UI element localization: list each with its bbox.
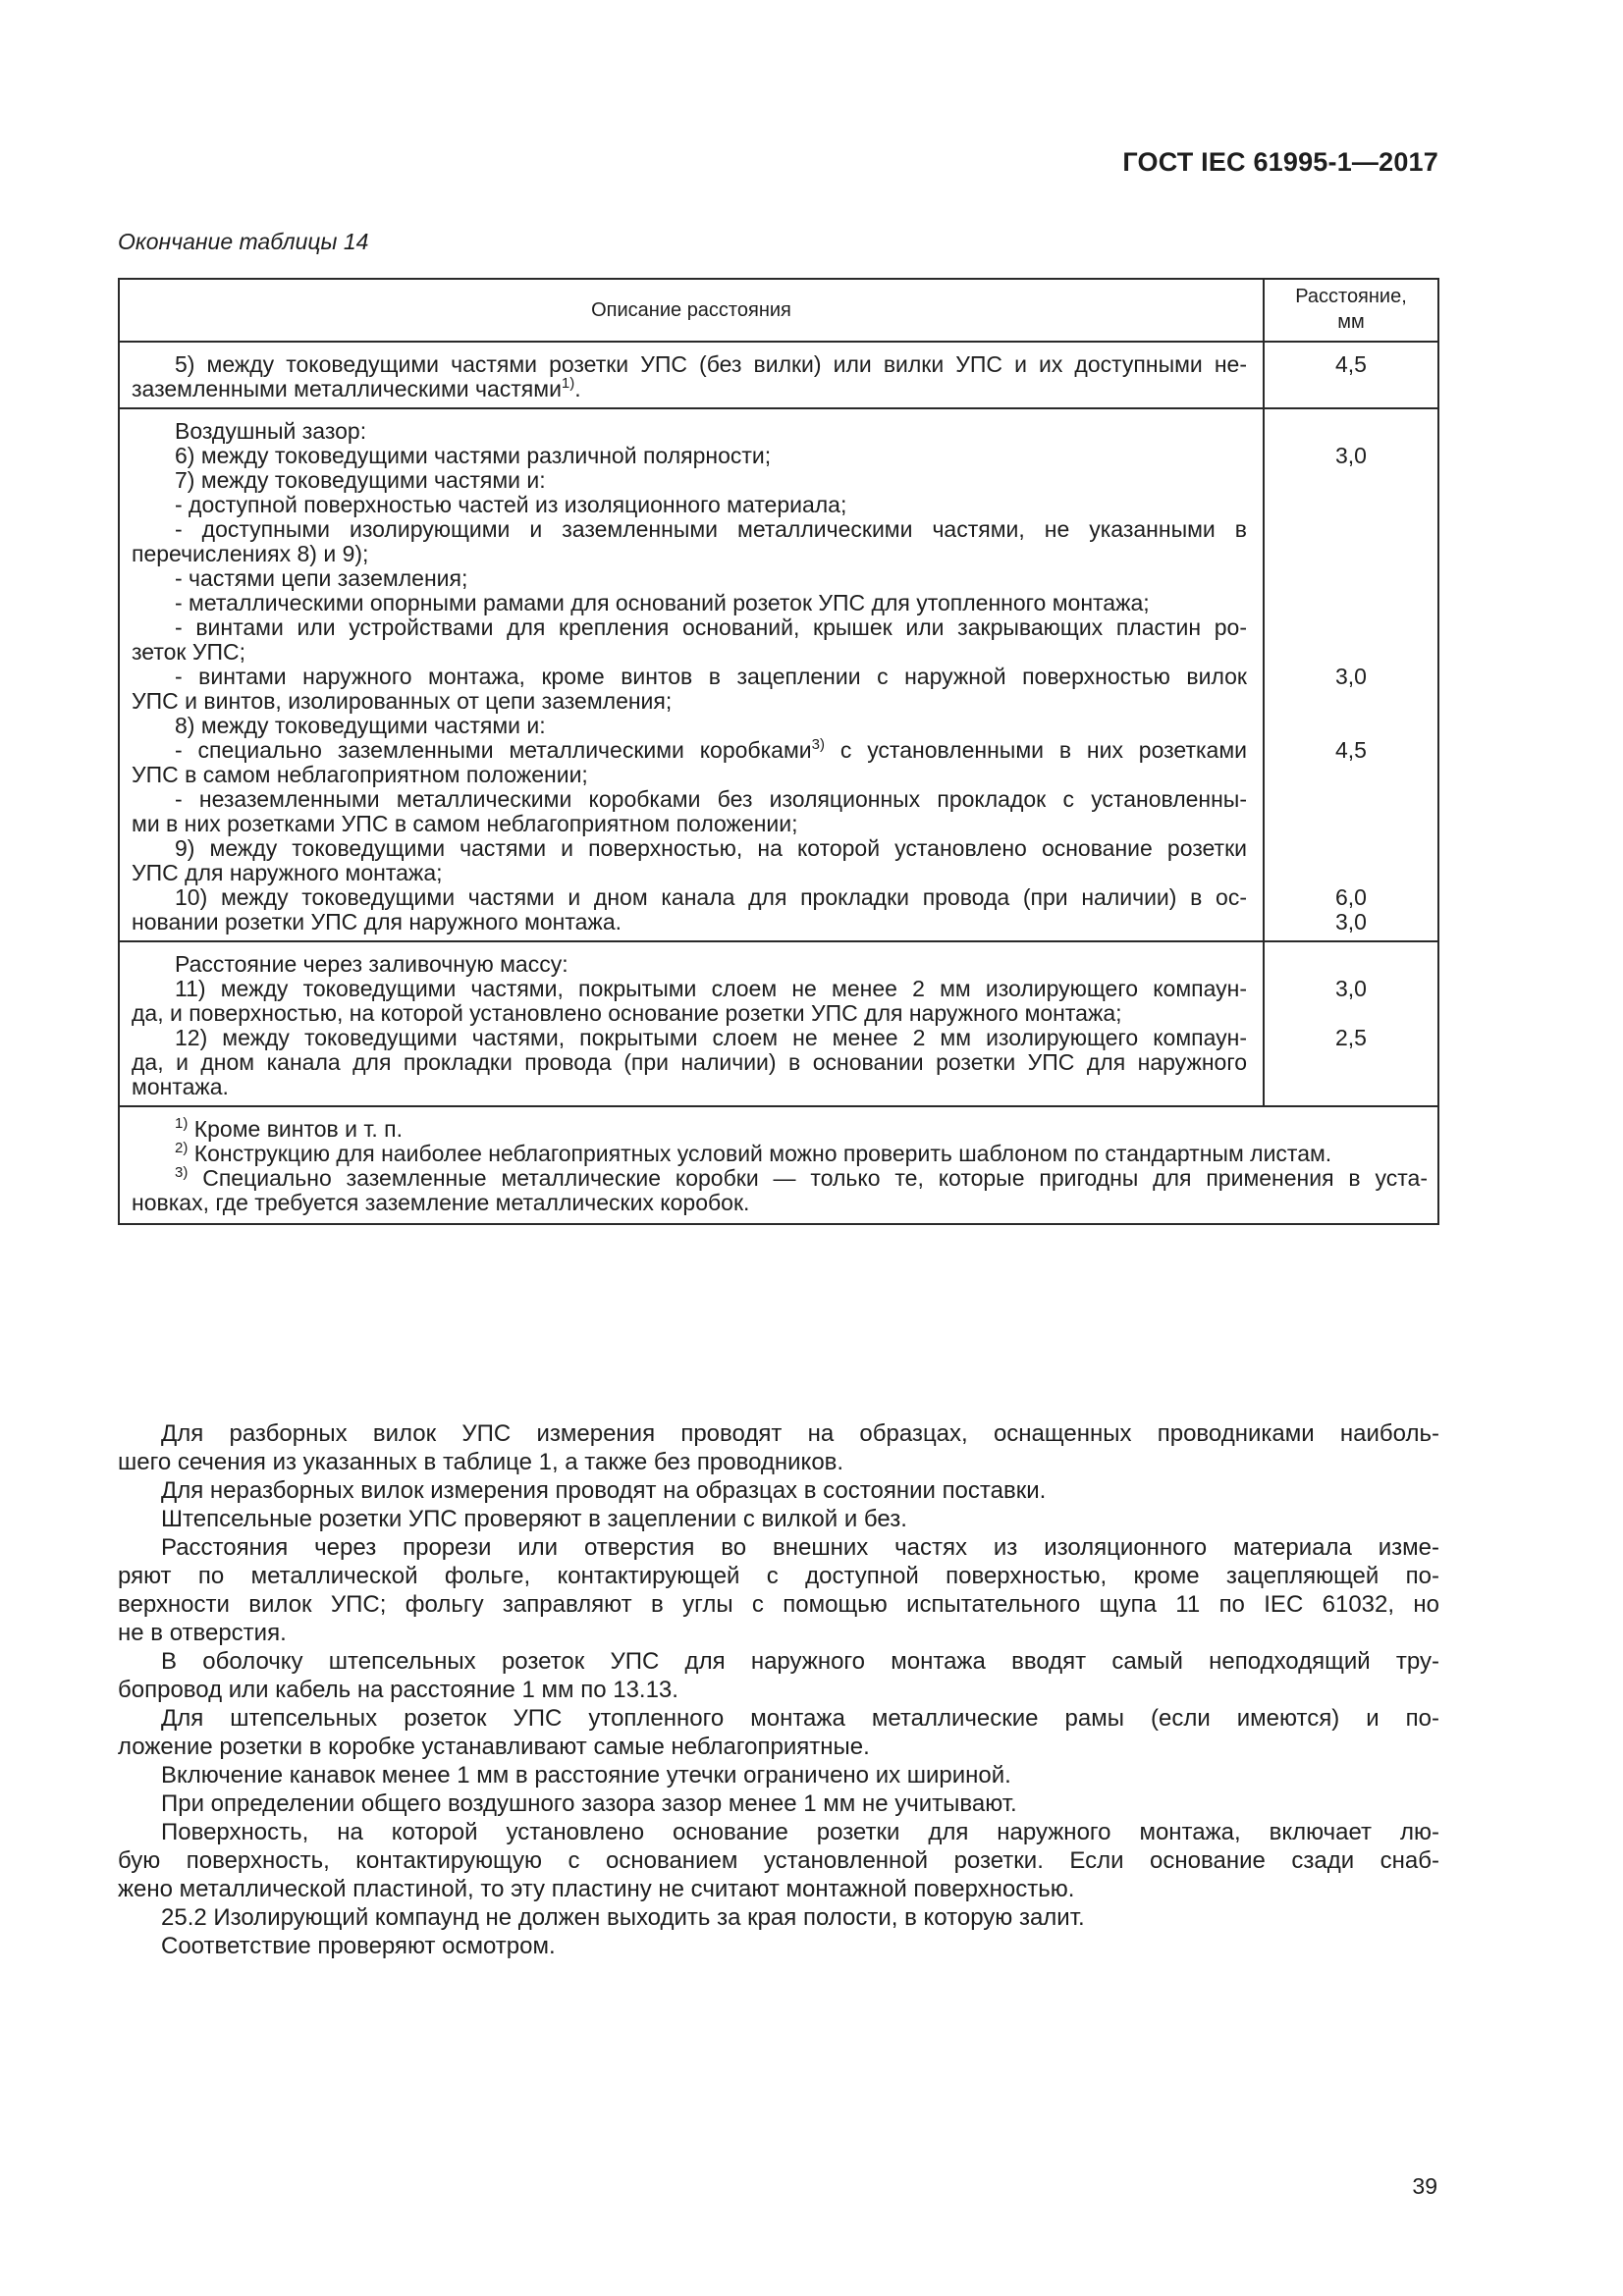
paragraph-line: Расстояния через прорези или отверстия во внешних частях из изоляционного материала изме-	[161, 1534, 1439, 1561]
table-row	[119, 342, 1438, 408]
footnote-text: новках, где требуется заземление металлических коробок.	[132, 1191, 750, 1215]
distance-value-spacer	[1265, 591, 1437, 615]
distance-value: 6,0	[1335, 885, 1367, 910]
table-14	[118, 278, 1439, 1225]
desc-line: ми в них розетками УПС в самом неблагоприятном положении;	[132, 812, 798, 836]
distance-value-spacer	[1265, 493, 1437, 517]
desc-line: Расстояние через заливочную массу:	[175, 952, 568, 977]
desc-text: заземленными металлическими частями	[132, 377, 562, 401]
paragraph-line: ложение розетки в коробке устанавливают самые неблагоприятные.	[118, 1734, 870, 1760]
distance-value: 3,0	[1335, 977, 1367, 1001]
paragraph-line: 25.2 Изолирующий компаунд не должен выходить за края полости, в которую залит.	[161, 1904, 1085, 1931]
distance-value-spacer	[1265, 566, 1437, 591]
desc-line: 9) между токоведущими частями и поверхностью, на которой установлено основание розетки	[175, 836, 1247, 861]
desc-line: - доступными изолирующими и заземленными металлическими частями, не указанными в	[175, 517, 1247, 542]
footnote-text: Специально заземленные металлические коробки — только те, которые пригодны для применения в уста-	[188, 1166, 1428, 1191]
row-values	[1264, 941, 1438, 1106]
distance-value-spacer	[1265, 836, 1437, 861]
desc-line: да, и поверхностью, на которой установлено основание розетки УПС для наружного монтажа;	[132, 1001, 1122, 1026]
document-code: ГОСТ IEC 61995-1—2017	[1122, 147, 1438, 177]
distance-value-spacer	[1265, 419, 1437, 444]
desc-line	[132, 738, 1247, 763]
paragraph-line: При определении общего воздушного зазора зазор менее 1 мм не учитывают.	[161, 1790, 1017, 1817]
desc-line: - винтами наружного монтажа, кроме винтов в зацеплении с наружной поверхностью вилок	[175, 665, 1247, 689]
table-row	[119, 941, 1438, 1106]
desc-line: УПС для наружного монтажа;	[132, 861, 443, 885]
distance-value: 3,0	[1335, 444, 1367, 468]
distance-value-spacer	[1265, 517, 1437, 542]
row-description	[119, 342, 1264, 408]
desc-line: - винтами или устройствами для крепления оснований, крышек или закрывающих пластин ро-	[175, 615, 1247, 640]
desc-line: - доступной поверхностью частей из изоляционного материала;	[175, 493, 847, 517]
table-footnotes-row	[119, 1106, 1438, 1224]
desc-text: с установленными в них розетками	[824, 738, 1247, 763]
desc-text: .	[574, 377, 581, 401]
header-distance-line1: Расстояние,	[1295, 286, 1407, 307]
distance-value-spacer	[1265, 952, 1437, 977]
desc-line: Воздушный зазор:	[175, 419, 367, 444]
desc-line	[132, 377, 1247, 401]
row-description	[119, 941, 1264, 1106]
distance-value: 4,5	[1335, 352, 1367, 377]
paragraph-line: Включение канавок менее 1 мм в расстояние утечки ограничено их шириной.	[161, 1762, 1011, 1789]
paragraph-line: не в отверстия.	[118, 1620, 287, 1646]
distance-value-spacer	[1265, 689, 1437, 714]
footnote-mark: 2)	[175, 1142, 189, 1156]
paragraph-line: верхности вилок УПС; фольгу заправляют в углы с помощью испытательного щупа 11 по IEC 61032, но	[118, 1591, 1439, 1618]
paragraph-line: Соответствие проверяют осмотром.	[161, 1933, 556, 1959]
distance-value: 3,0	[1335, 665, 1367, 689]
table-row	[119, 408, 1438, 941]
distance-value-spacer	[1265, 861, 1437, 885]
desc-text: - специально заземленными металлическими коробками	[175, 738, 812, 763]
distance-value-spacer	[1265, 1001, 1437, 1026]
distance-value-spacer	[1265, 542, 1437, 566]
row-values	[1264, 408, 1438, 941]
paragraph-line: Для разборных вилок УПС измерения проводят на образцах, оснащенных проводниками наиболь-	[161, 1420, 1439, 1447]
body-text	[118, 1419, 1439, 1960]
desc-line: УПС в самом неблагоприятном положении;	[132, 763, 588, 787]
footnote-text: Конструкцию для наиболее неблагоприятных условий можно проверить шаблоном по стандартным листам.	[188, 1142, 1332, 1166]
desc-line: да, и дном канала для прокладки провода (при наличии) в основании розетки УПС для наружного	[132, 1050, 1247, 1075]
paragraph-line: Для штепсельных розеток УПС утопленного монтажа металлические рамы (если имеются) и по-	[161, 1705, 1439, 1732]
table-caption: Окончание таблицы 14	[118, 229, 369, 254]
header-distance-unit: мм	[1337, 311, 1365, 333]
header-distance	[1264, 279, 1438, 342]
paragraph-line: бопровод или кабель на расстояние 1 мм по 13.13.	[118, 1677, 678, 1703]
desc-line: - металлическими опорными рамами для оснований розеток УПС для утопленного монтажа;	[175, 591, 1150, 615]
distance-value-spacer	[1265, 468, 1437, 493]
desc-line: монтажа.	[132, 1075, 229, 1099]
desc-line: 11) между токоведущими частями, покрытыми слоем не менее 2 мм изолирующего компаун-	[175, 977, 1247, 1001]
distance-value-spacer	[1265, 714, 1437, 738]
footnote	[132, 1166, 1428, 1191]
header-description: Описание расстояния	[119, 279, 1264, 342]
desc-line: - частями цепи заземления;	[175, 566, 468, 591]
page-number: 39	[1412, 2173, 1437, 2199]
paragraph-line: жено металлической пластиной, то эту пластину не считают монтажной поверхностью.	[118, 1876, 1075, 1902]
distance-value: 3,0	[1335, 910, 1367, 934]
desc-line: 7) между токоведущими частями и:	[175, 468, 546, 493]
distance-value-spacer	[1265, 787, 1437, 812]
row-description	[119, 408, 1264, 941]
row-values	[1264, 342, 1438, 408]
table-footnotes	[119, 1106, 1438, 1224]
desc-line: 10) между токоведущими частями и дном канала для прокладки провода (при наличии) в ос-	[175, 885, 1247, 910]
footnote	[132, 1191, 1428, 1215]
desc-line: зеток УПС;	[132, 640, 245, 665]
paragraph-line: шего сечения из указанных в таблице 1, а также без проводников.	[118, 1449, 844, 1475]
footnote	[132, 1142, 1428, 1166]
desc-line: УПС и винтов, изолированных от цепи заземления;	[132, 689, 673, 714]
distance-value: 4,5	[1335, 738, 1367, 763]
distance-value-spacer	[1265, 763, 1437, 787]
footnote-mark: 3)	[175, 1166, 189, 1181]
paragraph-line: Штепсельные розетки УПС проверяют в зацеплении с вилкой и без.	[161, 1506, 907, 1532]
footnote-text: Кроме винтов и т. п.	[188, 1117, 404, 1142]
footnote-mark: 1)	[175, 1117, 189, 1132]
distance-value: 2,5	[1335, 1026, 1367, 1050]
paragraph-line: бую поверхность, контактирующую с основанием установленной розетки. Если основание сзади снаб-	[118, 1847, 1439, 1874]
paragraph-line: Для неразборных вилок измерения проводят на образцах в состоянии поставки.	[161, 1477, 1047, 1504]
paragraph-line: В оболочку штепсельных розеток УПС для наружного монтажа вводят самый неподходящий тру-	[161, 1648, 1439, 1675]
desc-line: 5) между токоведущими частями розетки УПС (без вилки) или вилки УПС и их доступными не-	[175, 352, 1247, 377]
footnote-ref: 3)	[811, 738, 825, 753]
table-header-row	[119, 279, 1438, 342]
desc-line: перечислениях 8) и 9);	[132, 542, 369, 566]
desc-line: новании розетки УПС для наружного монтажа.	[132, 910, 622, 934]
distance-value-spacer	[1265, 615, 1437, 640]
paragraph-line: ряют по металлической фольге, контактирующей с доступной поверхностью, кроме зацепляющей по-	[118, 1563, 1439, 1589]
desc-line: 12) между токоведущими частями, покрытыми слоем не менее 2 мм изолирующего компаун-	[175, 1026, 1247, 1050]
footnote-ref: 1)	[561, 377, 575, 392]
desc-line: 6) между токоведущими частями различной полярности;	[175, 444, 772, 468]
distance-value-spacer	[1265, 640, 1437, 665]
desc-line: 8) между токоведущими частями и:	[175, 714, 546, 738]
desc-line: - незаземленными металлическими коробками без изоляционных прокладок с установленны-	[175, 787, 1247, 812]
footnote	[132, 1117, 1428, 1142]
distance-value-spacer	[1265, 812, 1437, 836]
paragraph-line: Поверхность, на которой установлено основание розетки для наружного монтажа, включает лю-	[161, 1819, 1439, 1845]
